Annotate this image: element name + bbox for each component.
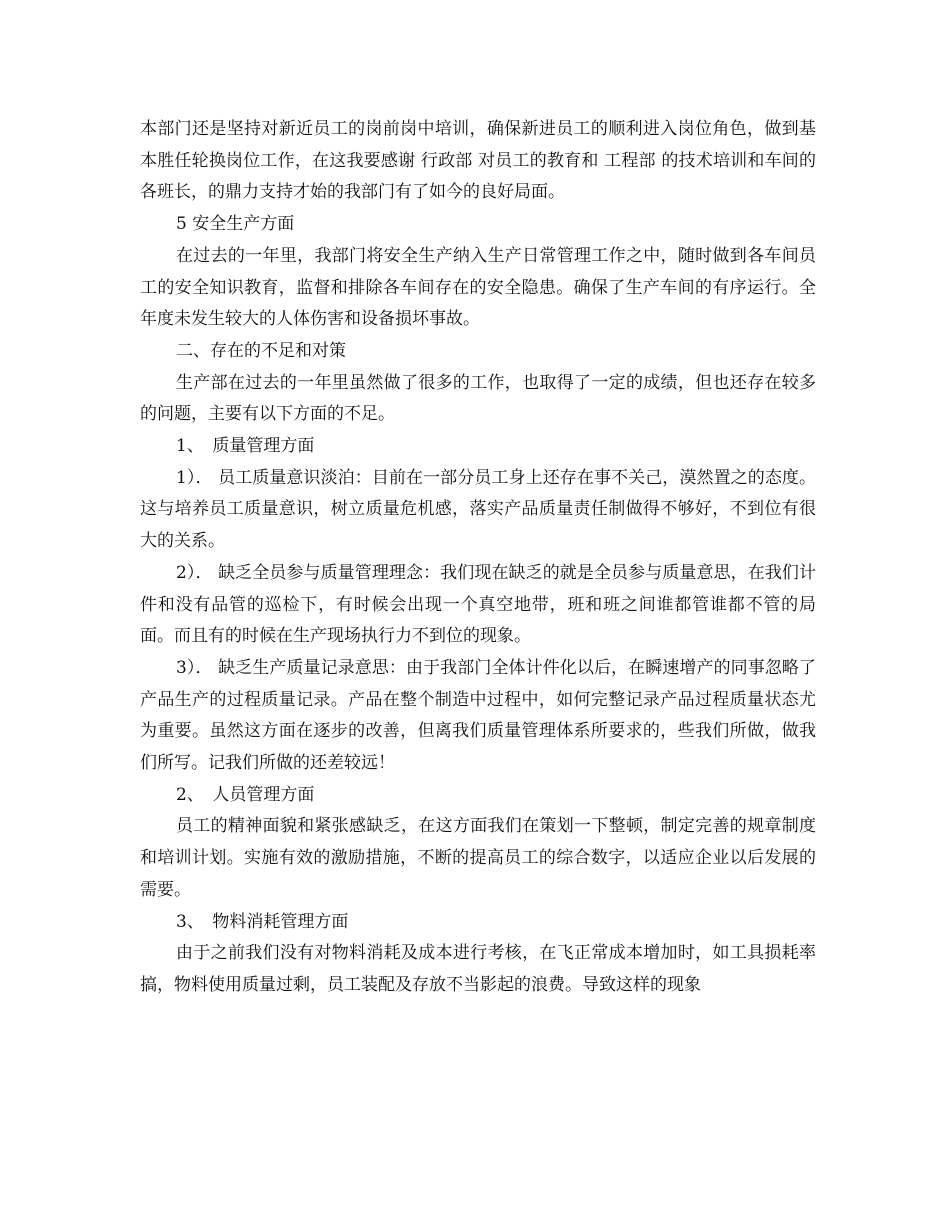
document-page [140,114,816,1002]
body-paragraph: 本部门还是坚持对新近员工的岗前岗中培训，确保新进员工的顺利进入岗位角色，做到基本胜任轮换岗位工作，在这我要感谢 行政部 对员工的教育和 工程部 的技术培训和车间的各班长，的鼎力支持才始的我部门有了如今的良好局面。 [140,119,816,203]
section-heading: 5 安全生产方面 [176,214,295,235]
section-heading: 3、 物料消耗管理方面 [176,911,349,932]
body-paragraph: 1）． 员工质量意识淡泊：目前在一部分员工身上还存在事不关己，漠然置之的态度。这与培养员工质量意识，树立质量危机感，落实产品质量责任制做得不够好，不到位有很大的关系。 [140,467,816,552]
body-paragraph: 2）． 缺乏全员参与质量管理理念：我们现在缺乏的就是全员参与质量意思，在我们计件和没有品管的巡检下，有时候会出现一个真空地带，班和班之间谁都管谁都不管的局面。而且有的时候在生产现场执行力不到位的现象。 [140,562,816,647]
body-paragraph: 3）． 缺乏生产质量记录意思：由于我部门全体计件化以后，在瞬速增产的同事忽略了产品生产的过程质量记录。产品在整个制造中过程中，如何完整记录产品过程质量状态尤为重要。虽然这方面在逐步的改善，但离我们质量管理体系所要求的，些我们所做，做我们所写。记我们所做的还差较远！ [140,657,816,774]
section-heading: 1、 质量管理方面 [176,436,315,457]
section-heading: 2、 人员管理方面 [176,784,315,805]
body-paragraph: 在过去的一年里，我部门将安全生产纳入生产日常管理工作之中，随时做到各车间员工的安全知识教育，监督和排除各车间存在的安全隐患。确保了生产车间的有序运行。全年度未发生较大的人体伤害和设备损坏事故。 [140,245,816,330]
body-paragraph: 由于之前我们没有对物料消耗及成本进行考核，在飞正常成本增加时，如工具损耗率搞，物料使用质量过剩，员工装配及存放不当影起的浪费。导致这样的现象 [140,943,816,995]
body-paragraph: 员工的精神面貌和紧张感缺乏，在这方面我们在策划一下整顿，制定完善的规章制度和培训计划。实施有效的激励措施，不断的提高员工的综合数字，以适应企业以后发展的需要。 [140,816,816,900]
body-paragraph: 生产部在过去的一年里虽然做了很多的工作，也取得了一定的成绩，但也还存在较多的问题，主要有以下方面的不足。 [140,372,816,425]
section-heading: 二、存在的不足和对策 [176,340,346,361]
